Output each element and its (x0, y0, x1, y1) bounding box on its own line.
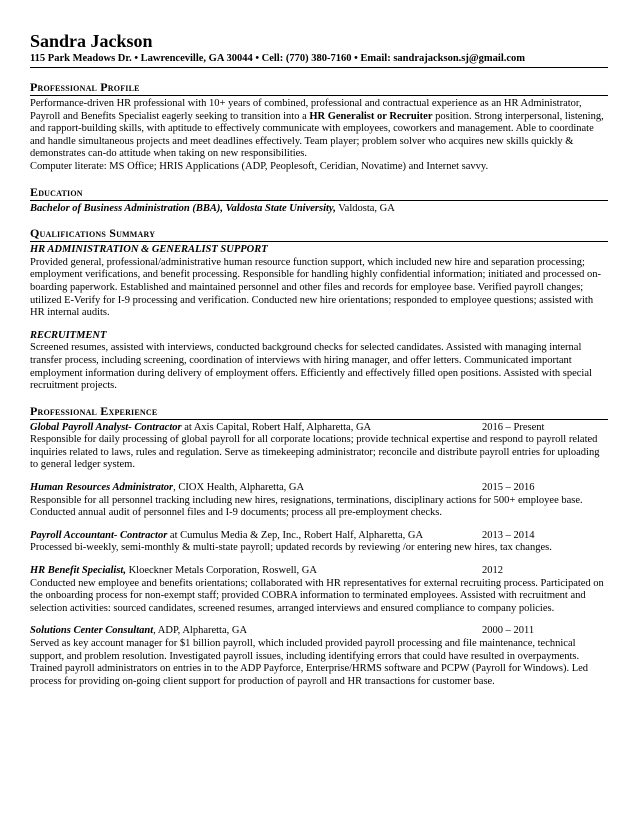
job-description: Served as key account manager for $1 billion payroll, which included provided payroll processing and file maintenance, technical support, and problem resolution. Investigated payroll issues, including identifying errors that could have resulted in overpayments. Trained payroll administrators on entries in to the ADP Payforce, Enterprise/HRMS software and PCPW (Payroll for Windows). Led process for providing on-going client support for production of payroll and HR transactions for customer base. (30, 638, 589, 687)
qualification-title: RECRUITMENT (30, 329, 107, 341)
job-company: Kloeckner Metals Corporation, Roswell, GA (125, 565, 317, 577)
profile-text-after: position. Strong interpersonal, listening, and rapport-building skills, with aptitude to effectively communicate with employees, coworkers and management. Able to coordinate and handle simultaneous projects and meet deadlines effectively. Team player; problem solver who acquires new skills quickly & demonstrates can-do attitude when taking on new responsibilities. (30, 110, 604, 160)
resume-page (30, 30, 608, 688)
job-dates: 2016 – Present (482, 421, 545, 433)
job-dates: 2012 (482, 565, 503, 577)
profile-computer-skills: Computer literate: MS Office; HRIS Applications (ADP, Peoplesoft, Ceridian, Novatime) and Internet savvy. (30, 160, 489, 172)
profile-text-before: Performance-driven HR professional with 10+ years of combined, professional and contractual experience as an HR Administrator, Payroll and Benefits Specialist eagerly seeking to transition into a (30, 98, 582, 122)
section-heading-qualifications: Qualifications Summary (30, 226, 608, 242)
qualification-title: HR ADMINISTRATION & GENERALIST SUPPORT (30, 244, 268, 256)
job-title: Global Payroll Analyst- Contractor (30, 421, 182, 433)
job-description: Conducted new employee and benefits orientations; collaborated with HR representatives for external recruiting process. Participated on the onboarding process for non-exempt staff; provided COBRA information to terminated employees. Assisted with recruitment and selection activities: sourced candidates, screened resumes, arranged interviews and ensured compliance to company policies. (30, 577, 604, 614)
job-company: , ADP, Alpharetta, GA (153, 625, 248, 637)
job-header (30, 625, 608, 638)
education-entry (30, 203, 608, 216)
section-heading-experience: Professional Experience (30, 404, 608, 420)
qualification-text: Provided general, professional/administrative human resource function support, which included new hire and separation processing; employment verifications, and benefit processing. Responsible for handling highly confidential information; initiated and processed on-boarding paperwork. Established and maintained personnel and other files and records for employee base. Verified payroll changes; utilized E-Verify for I-9 processing and verification. Conducted new hire orientations; responded to employee questions; assisted with HR internal audits. (30, 256, 601, 319)
job-entry (30, 625, 608, 688)
job-header (30, 565, 608, 578)
job-title: HR Benefit Specialist, (30, 565, 126, 577)
job-dates: 2013 – 2014 (482, 529, 535, 541)
qualification-text: Screened resumes, assisted with interviews, conducted background checks for selected candidates. Assisted with managing internal transfer process, including screening, coordination of interviews with hiring manager, and offer letters. Communicated important employment information during delivery of employment offers. Efficiently and effectively filled open positions. Assisted with special recruitment projects. (30, 342, 592, 392)
job-header (30, 422, 608, 435)
job-dates: 2015 – 2016 (482, 482, 535, 494)
job-entry (30, 565, 608, 615)
profile-target-role: HR Generalist or Recruiter (309, 110, 433, 122)
job-dates: 2000 – 2011 (482, 625, 535, 637)
job-company: at Cumulus Media & Zep, Inc., Robert Half, Alpharetta, GA (167, 529, 424, 541)
section-heading-education: Education (30, 185, 608, 201)
candidate-name: Sandra Jackson (30, 31, 153, 51)
job-entry (30, 530, 608, 555)
job-title: Payroll Accountant- Contractor (30, 529, 168, 541)
education-location: Valdosta, GA (335, 202, 395, 214)
job-header (30, 530, 608, 543)
job-entry (30, 422, 608, 472)
job-header (30, 482, 608, 495)
contact-line: 115 Park Meadows Dr. • Lawrenceville, GA 30044 • Cell: (770) 380-7160 • Email: sandrajackson.sj@gmail.com (30, 52, 608, 68)
education-degree: Bachelor of Business Administration (BBA), Valdosta State University, (30, 202, 336, 214)
job-entry (30, 482, 608, 520)
job-description: Processed bi-weekly, semi-monthly & multi-state payroll; updated records by reviewing /or entering new hires, tax changes. (30, 542, 552, 554)
job-description: Responsible for all personnel tracking including new hires, resignations, terminations, disciplinary actions for 500+ employee base. Conducted annual audit of personnel files and I-9 documents; process all pre-employment checks. (30, 494, 583, 519)
job-description: Responsible for daily processing of global payroll for all corporate locations; provide technical expertise and respond to payroll related inquiries related to laws, rules and regulation. Serve as timekeeping administrator; reconcile and distribute payroll entries for uploading to general ledger system. (30, 434, 600, 471)
job-title: Solutions Center Consultant (30, 625, 154, 637)
profile-summary (30, 98, 608, 161)
job-title: Human Resources Administrator (30, 482, 174, 494)
job-company: at Axis Capital, Robert Half, Alpharetta, GA (181, 421, 372, 433)
job-company: , CIOX Health, Alpharetta, GA (173, 482, 305, 494)
section-heading-profile: Professional Profile (30, 80, 608, 96)
